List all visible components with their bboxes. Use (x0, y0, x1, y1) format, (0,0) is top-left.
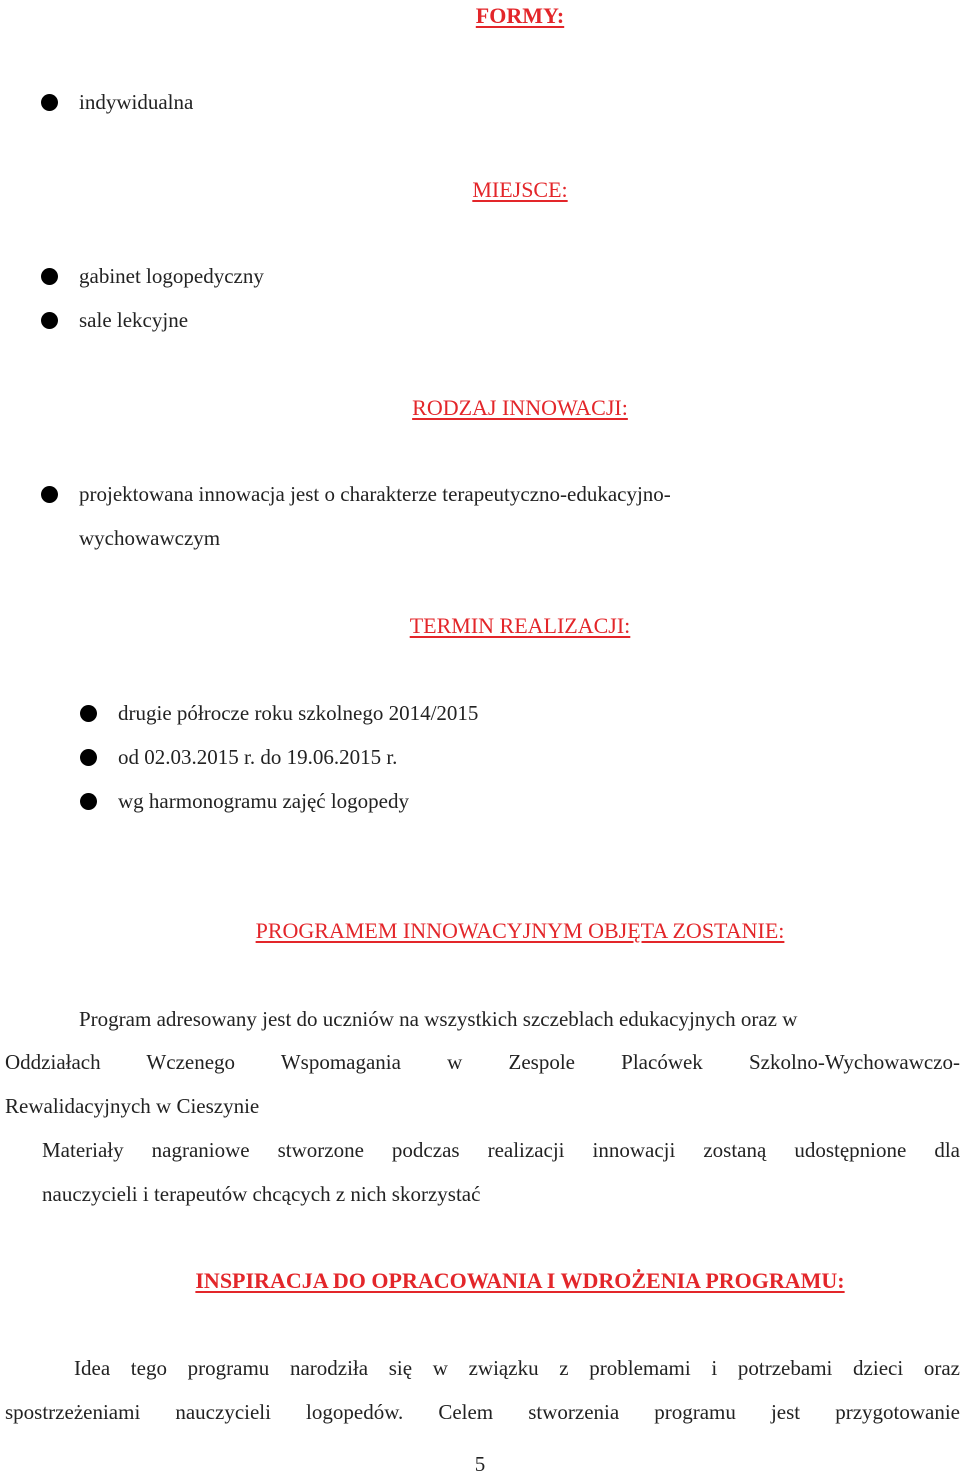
paragraph-line: Oddziałach Wczenego Wspomagania w Zespole Placówek Szkolno-Wychowawczo- (5, 1050, 960, 1074)
paragraph-line: Materiały nagraniowe stworzone podczas realizacji innowacji zostaną udostępnione dla (42, 1138, 960, 1162)
heading-formy: FORMY: (475, 3, 565, 28)
bullet-icon (80, 749, 97, 766)
paragraph-line: nauczycieli i terapeutów chcących z nich skorzystać (42, 1182, 481, 1206)
bullet-icon (80, 705, 97, 722)
heading-rodzaj: RODZAJ INNOWACJI: (412, 395, 628, 420)
bullet-icon (41, 268, 58, 285)
list-item-rodzaj-line2: wychowawczym (79, 526, 221, 550)
bullet-icon (80, 793, 97, 810)
bullet-icon (41, 94, 58, 111)
paragraph-line: Idea tego programu narodziła się w związku z problemami i potrzebami dzieci oraz (74, 1356, 960, 1380)
list-item-termin: drugie półrocze roku szkolnego 2014/2015 (118, 701, 479, 725)
heading-program: PROGRAMEM INNOWACYJNYM OBJĘTA ZOSTANIE: (255, 918, 785, 943)
heading-inspiracja: INSPIRACJA DO OPRACOWANIA I WDROŻENIA PROGRAMU: (195, 1268, 845, 1293)
bullet-icon (41, 312, 58, 329)
heading-miejsce: MIEJSCE: (472, 177, 568, 202)
paragraph-line: Program adresowany jest do uczniów na wszystkich szczeblach edukacyjnych oraz w (79, 1007, 798, 1031)
list-item-formy: indywidualna (79, 90, 194, 114)
list-item-rodzaj-line1: projektowana innowacja jest o charakterze terapeutyczno-edukacyjno- (79, 482, 671, 506)
list-item-termin: od 02.03.2015 r. do 19.06.2015 r. (118, 745, 398, 769)
page-number: 5 (474, 1452, 486, 1476)
heading-termin: TERMIN REALIZACJI: (409, 613, 631, 638)
list-item-miejsce: sale lekcyjne (79, 308, 189, 332)
bullet-icon (41, 486, 58, 503)
list-item-termin: wg harmonogramu zajęć logopedy (118, 789, 409, 813)
paragraph-line: spostrzeżeniami nauczycieli logopedów. Celem stworzenia programu jest przygotowanie (5, 1400, 960, 1424)
paragraph-line: Rewalidacyjnych w Cieszynie (5, 1094, 260, 1118)
list-item-miejsce: gabinet logopedyczny (79, 264, 264, 288)
